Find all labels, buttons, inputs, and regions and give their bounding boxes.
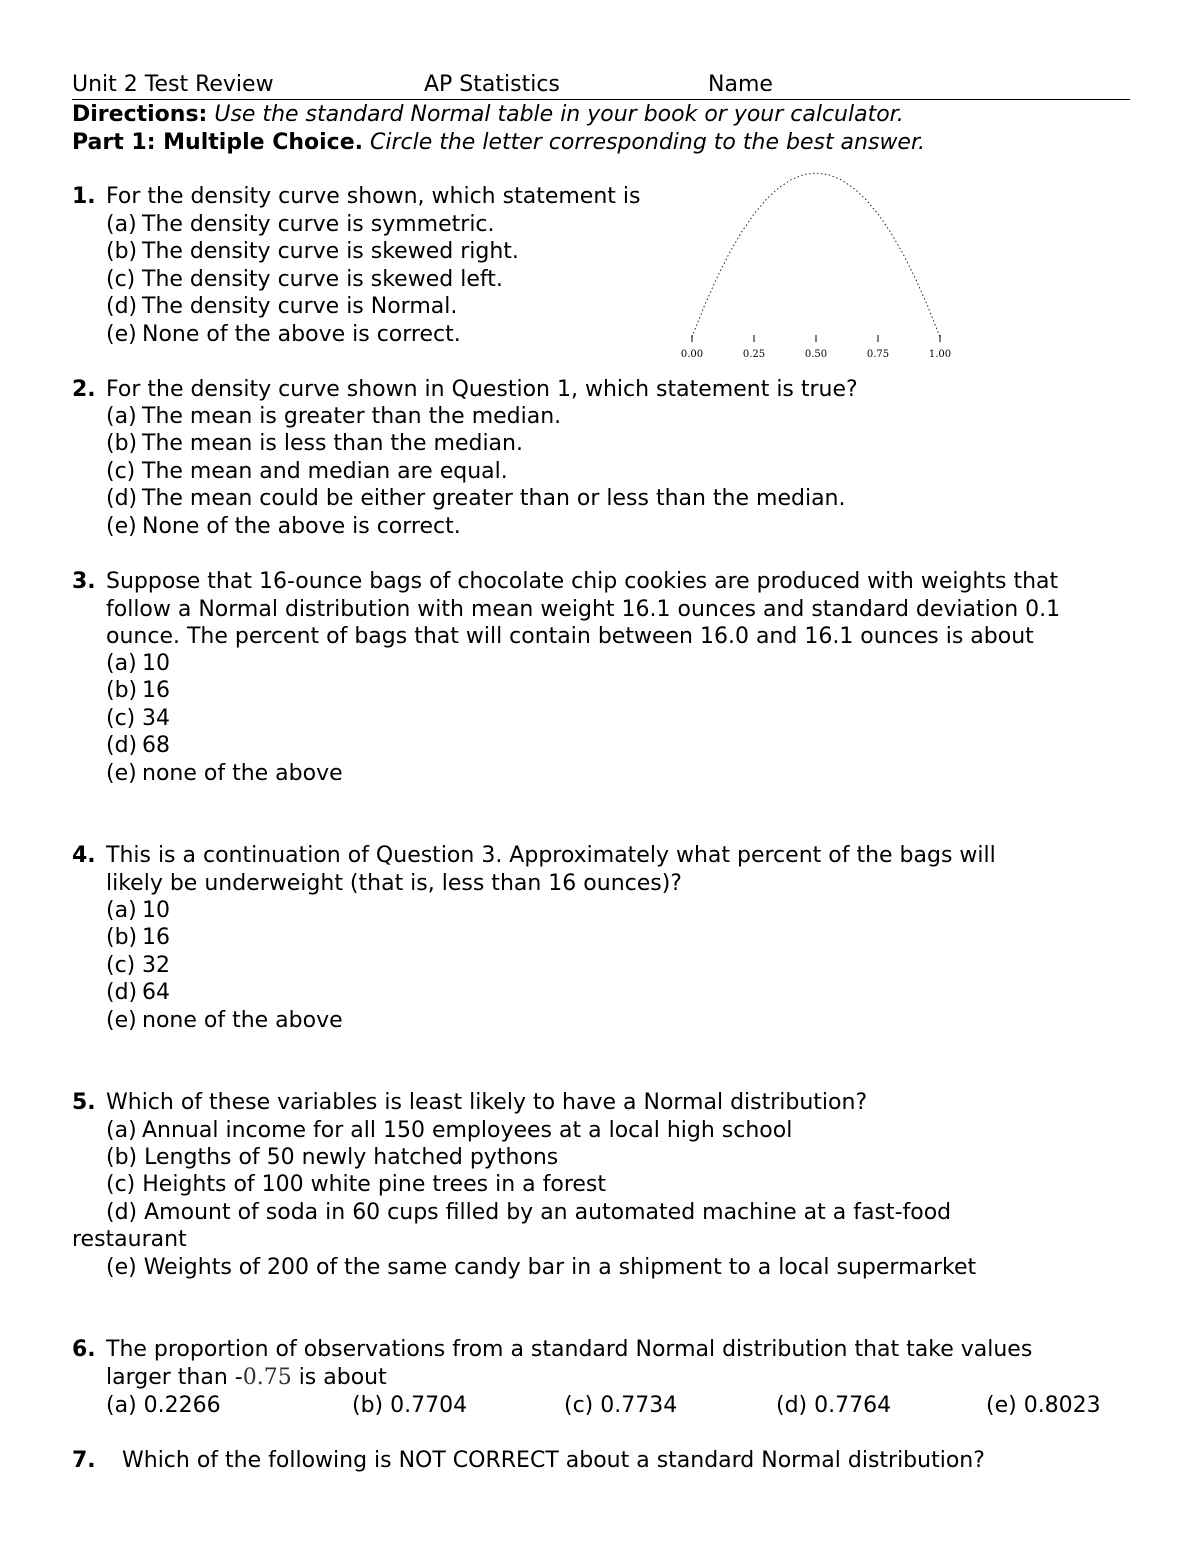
- question-1: [72, 183, 640, 210]
- question-6-line-2: larger than -0.75 is about: [106, 1365, 387, 1390]
- question-text: The proportion of observations from a standard Normal distribution that take values: [106, 1337, 1033, 1362]
- header-course: AP Statistics: [424, 72, 560, 97]
- q6-choice-e: (e) 0.8023: [986, 1393, 1101, 1418]
- q2-option-a: (a) The mean is greater than the median.: [106, 404, 562, 429]
- question-3-line-2: follow a Normal distribution with mean weight 16.1 ounces and standard deviation 0.1: [106, 597, 1061, 622]
- question-6: [72, 1336, 1032, 1363]
- question-number: 2.: [72, 377, 96, 402]
- q5-option-d: (d) Amount of soda in 60 cups filled by an automated machine at a fast-food: [106, 1200, 952, 1225]
- math-value: 0.75: [242, 1365, 292, 1390]
- question-number: 6.: [72, 1337, 96, 1362]
- question-number: 4.: [72, 843, 96, 868]
- question-4: [72, 842, 996, 869]
- directions-line: [72, 101, 904, 129]
- q1-option-a: (a) The density curve is symmetric.: [106, 212, 495, 237]
- directions-label: Directions:: [72, 102, 208, 127]
- q2-option-d: (d) The mean could be either greater than or less than the median.: [106, 486, 846, 511]
- q1-option-b: (b) The density curve is skewed right.: [106, 239, 519, 264]
- question-7: [72, 1447, 985, 1474]
- density-curve-line: [692, 173, 940, 337]
- q5-option-c: (c) Heights of 100 white pine trees in a forest: [106, 1172, 606, 1197]
- question-3: [72, 568, 1058, 595]
- q2-option-c: (c) The mean and median are equal.: [106, 459, 508, 484]
- page-header: [72, 71, 1130, 100]
- q5-option-e: (e) Weights of 200 of the same candy bar in a shipment to a local supermarket: [106, 1255, 977, 1280]
- question-2: [72, 376, 858, 403]
- question-text: For the density curve shown, which statement is: [106, 184, 641, 209]
- q6-choice-a: (a) 0.2266: [106, 1393, 221, 1418]
- question-number: 3.: [72, 569, 96, 594]
- question-text: Which of the following is NOT CORRECT about a standard Normal distribution?: [122, 1448, 985, 1473]
- part1-label: Part 1: Multiple Choice.: [72, 130, 363, 155]
- x-tick-label: 0.50: [804, 349, 828, 360]
- question-3-line-3: ounce. The percent of bags that will contain between 16.0 and 16.1 ounces is about: [106, 624, 1034, 649]
- q3-option-d: (d) 68: [106, 733, 170, 758]
- q4-option-a: (a) 10: [106, 898, 170, 923]
- x-tick-label: 0.00: [680, 349, 704, 360]
- q4-option-e: (e) none of the above: [106, 1008, 343, 1033]
- directions-text: Use the standard Normal table in your book or your calculator.: [214, 102, 904, 127]
- question-number: 5.: [72, 1090, 96, 1115]
- q5-option-a: (a) Annual income for all 150 employees at a local high school: [106, 1118, 793, 1143]
- question-number: 1.: [72, 184, 96, 209]
- q6-choice-b: (b) 0.7704: [352, 1393, 468, 1418]
- q3-option-b: (b) 16: [106, 678, 170, 703]
- part1-text: Circle the letter corresponding to the best answer.: [369, 130, 925, 155]
- q6-choice-d: (d) 0.7764: [776, 1393, 892, 1418]
- q3-option-c: (c) 34: [106, 706, 170, 731]
- question-number: 7.: [72, 1448, 96, 1473]
- question-4-line-2: likely be underweight (that is, less than 16 ounces)?: [106, 871, 682, 896]
- question-text: This is a continuation of Question 3. Approximately what percent of the bags will: [106, 843, 996, 868]
- q1-option-e: (e) None of the above is correct.: [106, 322, 461, 347]
- q4-option-c: (c) 32: [106, 953, 170, 978]
- q1-option-c: (c) The density curve is skewed left.: [106, 267, 503, 292]
- q2-option-b: (b) The mean is less than the median.: [106, 431, 523, 456]
- q4-option-d: (d) 64: [106, 980, 170, 1005]
- density-curve-chart: [672, 165, 962, 365]
- q5-option-b: (b) Lengths of 50 newly hatched pythons: [106, 1145, 559, 1170]
- q5-option-d-overflow: restaurant: [72, 1227, 187, 1252]
- question-5: [72, 1089, 867, 1116]
- question-text: For the density curve shown in Question 1, which statement is true?: [106, 377, 858, 402]
- q1-option-d: (d) The density curve is Normal.: [106, 294, 458, 319]
- part1-line: [72, 129, 925, 157]
- x-tick-label: 1.00: [928, 349, 952, 360]
- q3-option-a: (a) 10: [106, 651, 170, 676]
- q3-option-e: (e) none of the above: [106, 761, 343, 786]
- header-name-field: Name: [708, 72, 773, 97]
- question-text: Suppose that 16-ounce bags of chocolate chip cookies are produced with weights that: [106, 569, 1059, 594]
- header-unit-title: Unit 2 Test Review: [72, 72, 274, 97]
- q2-option-e: (e) None of the above is correct.: [106, 514, 461, 539]
- question-text: Which of these variables is least likely to have a Normal distribution?: [106, 1090, 868, 1115]
- q4-option-b: (b) 16: [106, 925, 170, 950]
- x-tick-label: 0.75: [866, 349, 890, 360]
- q6-choice-c: (c) 0.7734: [564, 1393, 678, 1418]
- x-tick-label: 0.25: [742, 349, 766, 360]
